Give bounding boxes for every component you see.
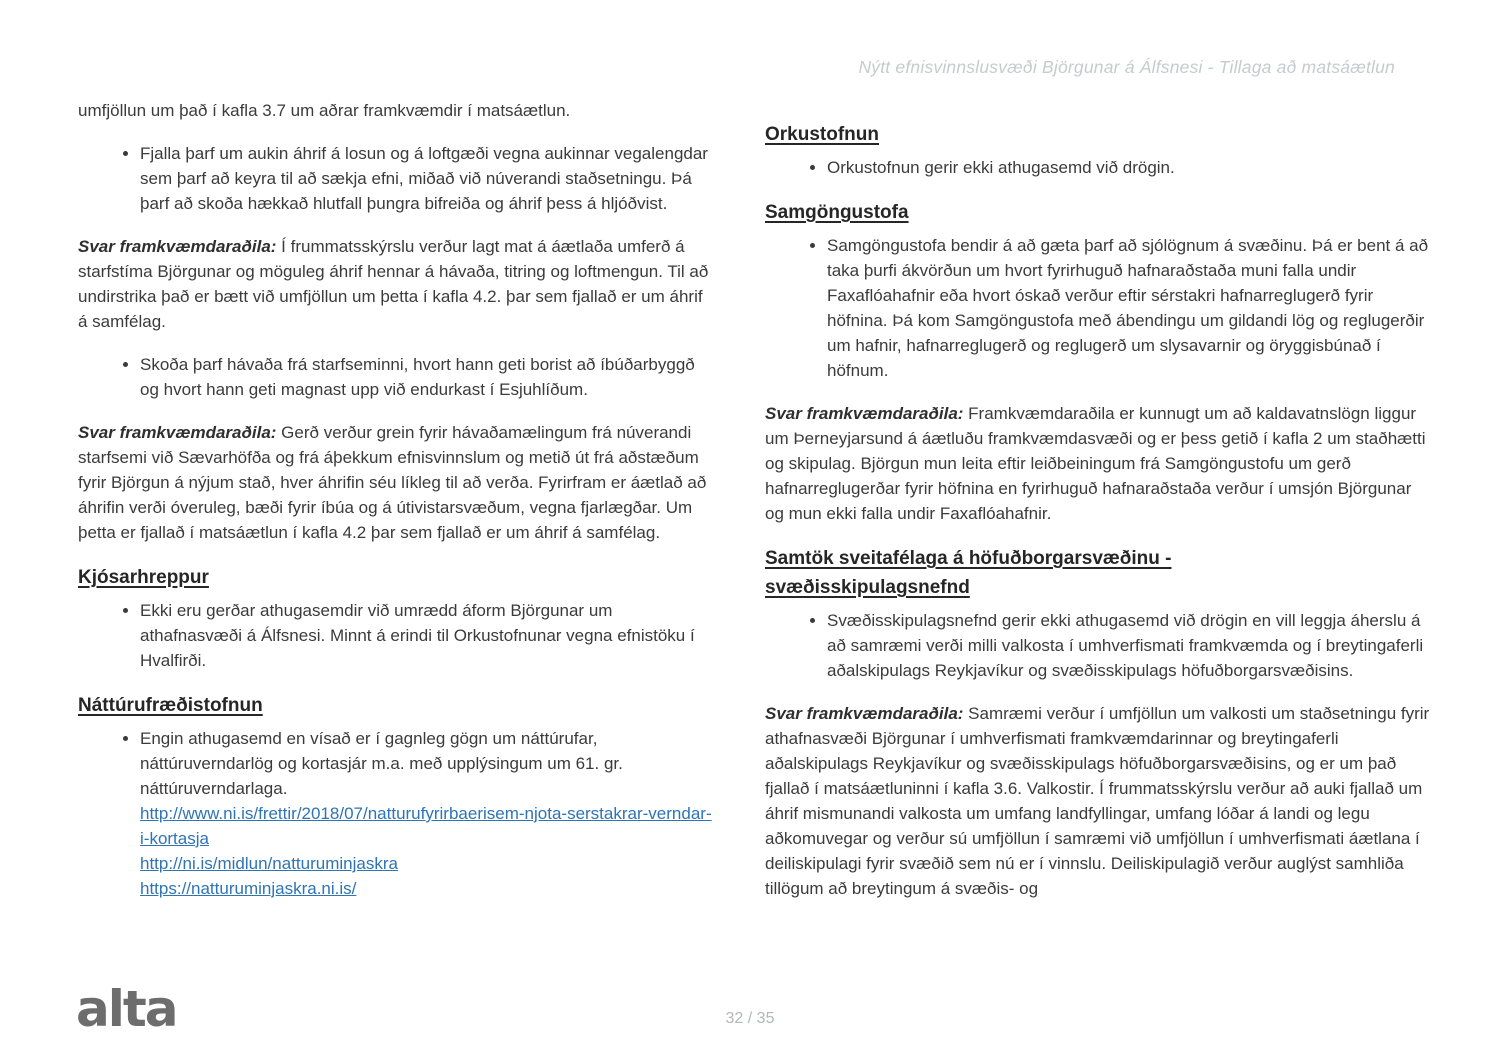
bullet-list-noise bbox=[78, 352, 712, 402]
svar-paragraph-samgongustofa bbox=[765, 401, 1430, 526]
svar-paragraph-ssh bbox=[765, 701, 1430, 901]
document-header-title: Nýtt efnisvinnslusvæði Björgunar á Álfsnesi - Tillaga að matsáætlun bbox=[858, 57, 1395, 77]
section-heading-samgongustofa: Samgöngustofa bbox=[765, 202, 909, 223]
svar-label: Svar framkvæmdaraðila: bbox=[765, 704, 964, 723]
svar-label: Svar framkvæmdaraðila: bbox=[78, 237, 277, 256]
bullet-list-ssh bbox=[765, 608, 1430, 683]
alta-logo: alta bbox=[76, 980, 177, 1038]
bullet-item-traffic: • Fjalla þarf um aukin áhrif á losun og á loftgæði vegna aukinnar vegalengdar sem þarf að keyra til að sækja efni, miðað við núverandi staðsetningu. Þá þarf að skoða hækkað hlutfall þungra bifreiða og áhrif þess á hljóðvist. bbox=[140, 141, 712, 216]
bullet-item-kjosarhreppur: • Ekki eru gerðar athugasemdir við umrædd áform Björgunar um athafnasvæði á Álfsnesi. Minnt á erindi til Orkustofnunar vegna efnistöku í Hvalfirði. bbox=[140, 598, 712, 673]
bullet-list-orkustofnun bbox=[765, 155, 1430, 180]
bullet-item-orkustofnun: • Orkustofnun gerir ekki athugasemd við drögin. bbox=[827, 155, 1430, 180]
bullet-item-natturufraedistofnun bbox=[140, 726, 712, 901]
intro-paragraph: umfjöllun um það í kafla 3.7 um aðrar framkvæmdir í matsáætlun. bbox=[78, 101, 571, 120]
section-heading-orkustofnun: Orkustofnun bbox=[765, 124, 879, 145]
bullet-list-traffic bbox=[78, 141, 712, 216]
bullet-item-ssh: • Svæðisskipulagsnefnd gerir ekki athugasemd við drögin en vill leggja áherslu á að samræmi verði milli valkosta í umhverfismati framkvæmda og í breytingaferli aðalskipulags Reykjavíkur og svæðisskipulags höfuðborgarsvæðisins. bbox=[827, 608, 1430, 683]
right-column bbox=[765, 120, 1430, 919]
bullet-text: Engin athugasemd en vísað er í gagnleg gögn um náttúrufar, náttúruverndarlög og kortasjár m.a. með upplýsingum um 61. gr. náttúruverndarlaga. bbox=[140, 729, 623, 798]
page-number: 32 / 35 bbox=[725, 1010, 775, 1027]
left-column bbox=[78, 98, 712, 919]
section-heading-natturufraedistofnun: Náttúrufræðistofnun bbox=[78, 695, 263, 716]
svar-paragraph-traffic bbox=[78, 234, 712, 334]
link-natturuminjaskra-ni[interactable]: https://natturuminjaskra.ni.is/ bbox=[140, 879, 357, 898]
bullet-list-kjosarhreppur bbox=[78, 598, 712, 673]
svar-text: Gerð verður grein fyrir hávaðamælingum frá núverandi starfsemi við Sævarhöfða og frá áþekkum efnisvinnslum og metið út frá aðstæðum fyrir Björgun á nýjum stað, hver áhrifin séu líkleg til að verða. Fyrirfram er áætlað að áhrifin verði óveruleg, bæði fyrir íbúa og á útivistarsvæðum, vegna fjarlægðar. Um þetta er fjallað í matsáætlun í kafla 4.2 þar sem fjallað er um áhrif á samfélag. bbox=[78, 423, 707, 542]
svar-text: Framkvæmdaraðila er kunnugt um að kaldavatnslögn liggur um Þerneyjarsund á áætluðu framkvæmdasvæði og er þess getið í kafla 2 um staðhætti og skipulag. Björgun mun leita eftir leiðbeiningum frá Samgöngustofu um gerð hafnarreglugerðar fyrir höfnina en fyrirhuguð hafnaraðstaða verður í umsjón Björgunar og mun ekki falla undir Faxaflóahafnir. bbox=[765, 404, 1426, 523]
bullet-list-natturufraedistofnun bbox=[78, 726, 712, 901]
svar-label: Svar framkvæmdaraðila: bbox=[78, 423, 277, 442]
svar-paragraph-noise bbox=[78, 420, 712, 545]
link-natturuminjaskra-midlun[interactable]: http://ni.is/midlun/natturuminjaskra bbox=[140, 854, 398, 873]
section-heading-kjosarhreppur: Kjósarhreppur bbox=[78, 567, 209, 588]
bullet-list-samgongustofa bbox=[765, 233, 1430, 383]
svar-label: Svar framkvæmdaraðila: bbox=[765, 404, 964, 423]
link-natturufyrirbaeri-kortasja[interactable]: http://www.ni.is/frettir/2018/07/natturufyrirbaerisem-njota-serstakrar-verndar-i-kortasja bbox=[140, 804, 712, 848]
bullet-item-samgongustofa: • Samgöngustofa bendir á að gæta þarf að sjólögnum á svæðinu. Þá er bent á að taka þurfi ákvörðun um hvort fyrirhuguð hafnaraðstaða muni falla undir Faxaflóahafnir eða hvort óskað verður eftir sérstakri hafnarreglugerð fyrir höfnina. Þá kom Samgöngustofa með ábendingu um gildandi lög og reglugerðir um hafnir, hafnarreglugerð og reglugerð um slysavarnir og öryggisbúnað í höfnum. bbox=[827, 233, 1430, 383]
svar-text: Samræmi verður í umfjöllun um valkosti um staðsetningu fyrir athafnasvæði Björgunar í umhverfismati framkvæmdarinnar og breytingaferli aðalskipulags Reykjavíkur og svæðisskipulags höfuðborgarsvæðisins, og er um það fjallað í matsáætluninni í kafla 3.6. Valkostir. Í frummatsskýrslu verður að auki fjallað um áhrif mismunandi valkosta um umfang landfyllingar, umfang lóðar á landi og legu aðkomuvegar og verður sú umfjöllun í samræmi við umfjöllun í umhverfismati áætlana í deiliskipulagi fyrir svæðið sem nú er í vinnslu. Deiliskipulagið verður auglýst samhliða tillögum að breytingum á svæðis- og bbox=[765, 704, 1430, 898]
bullet-item-noise: • Skoða þarf hávaða frá starfseminni, hvort hann geti borist að íbúðarbyggð og hvort hann geti magnast upp við endurkast í Esjuhlíðum. bbox=[140, 352, 712, 402]
section-heading-ssh: Samtök sveitafélaga á höfuðborgarsvæðinu - svæðisskipulagsnefnd bbox=[765, 548, 1172, 598]
svar-text: Í frummatsskýrslu verður lagt mat á áætlaða umferð á starfstíma Björgunar og möguleg áhrif hennar á hávaða, titring og loftmengun. Til að undirstrika það er bætt við umfjöllun um þetta í kafla 4.2. þar sem fjallað er um áhrif á samfélag. bbox=[78, 237, 709, 331]
